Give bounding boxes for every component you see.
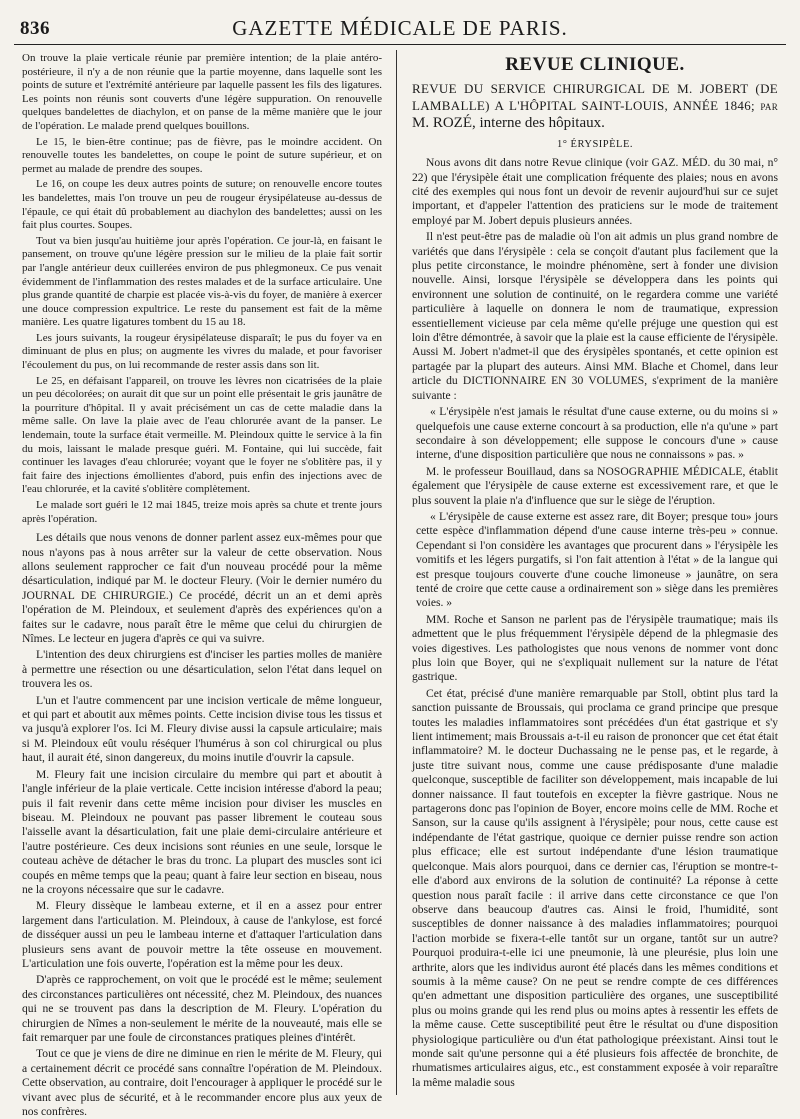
- paragraph: D'après ce rapprochement, on voit que le procédé est le même; seulement des circonstances particulières ont nécessité, chez M. Pleindoux, des nuances qui ne se trouvent pas dans la description de M. Fleury. L'opération du chirurgien de Nîmes a non-seulement le mérite de la nouveauté, mais elle se fait remarquer par une foule de circonstances pratiques pleines d'intérêt.: [22, 973, 382, 1044]
- paragraph: Le malade sort guéri le 12 mai 1845, treize mois après sa chute et trente jours après l'opération.: [22, 499, 382, 525]
- page-number: 836: [20, 18, 50, 39]
- article-author: M. ROZÉ, interne des hôpitaux.: [412, 114, 605, 131]
- paragraph: Les détails que nous venons de donner parlent assez eux-mêmes pour que nous n'ayons pas à nous arrêter sur la valeur de cette observation. Nous allons seulement rapprocher ce fait d'un nouveau procédé pour la même désarticulation, indiqué par M. le docteur Fleury. (Voir le dernier numéro du JOURNAL DE CHIRURGIE.) Ce procédé, décrit un an et demi après l'opération de M. Pleindoux, et seulement d'après des expériences qu'on a faites sur le cadavre, nous paraît être le même que celui du chirurgien de Nîmes. Le lecteur en jugera d'après ce qui va suivre.: [22, 531, 382, 646]
- article-heading: [412, 80, 778, 132]
- paragraph: L'intention des deux chirurgiens est d'inciser les parties molles de manière à permettre une résection ou une désarticulation, selon l'état dans lequel on trouvera les os.: [22, 648, 382, 691]
- article-heading-line: REVUE DU SERVICE CHIRURGICAL DE M. JOBERT (DE LAMBALLE) A L'HÔPITAL SAINT-LOUIS, ANNÉE 1846; par: [412, 80, 778, 113]
- quotation: « L'érysipèle n'est jamais le résultat d'une cause externe, ou du moins si » quelquefois une cause externe concourt à sa production, elle n'a qu'une » part secondaire à son développement; elle suppose le concours d'une » cause interne, d'une disposition particulière que nous ne connaissons » pas. »: [416, 405, 778, 462]
- subsection-title: 1° ÉRYSIPÈLE.: [556, 138, 634, 150]
- paragraph: M. Fleury dissèque le lambeau externe, et il en a assez pour entrer largement dans l'articulation. M. Pleindoux, à cause de l'ankylose, est forcé de disséquer aussi un peu le lambeau interne et d'attaquer l'articulation dans plusieurs sens avant de pouvoir mettre la tête osseuse en mouvement. L'articulation une fois ouverte, l'opération est la même pour les deux.: [22, 899, 382, 970]
- paragraph: Les jours suivants, la rougeur érysipélateuse disparaît; le pus du foyer va en diminuant de plus en plus; on augmente les vivres du malade, et pour favoriser l'écoulement du pus, on lui recommande de rester assis dans son lit.: [22, 331, 382, 372]
- journal-title: GAZETTE MÉDICALE DE PARIS.: [232, 16, 568, 40]
- column-divider: [396, 50, 397, 1095]
- left-column: [22, 52, 382, 1119]
- quotation: « L'érysipèle de cause externe est assez rare, dit Boyer; presque tou» jours cette espèce d'inflammation dépend d'une cause interne très-peu » connue. Cependant si l'on considère les avantages que procurent dans » l'érysipèle les vomitifs et les légers purgatifs, si l'on fait attention à l'état » de la langue qui est presque toujours couverte d'une couche limoneuse » jaunâtre, on sera tenté de croire que cette cause a ordinairement son » siège dans les premières voies. »: [416, 509, 778, 610]
- paragraph: MM. Roche et Sanson ne parlent pas de l'érysipèle traumatique; mais ils admettent que le plus fréquemment l'érysipèle dépend de la phlegmasie des voies digestives. Les pathologistes que nous venons de nommer vont donc plus loin que Boyer, qui ne s'expliquait nullement sur la nature de l'état gastrique.: [412, 612, 778, 684]
- paragraph: Tout va bien jusqu'au huitième jour après l'opération. Ce jour-là, en faisant le pansement, on trouve qu'une légère pression sur le milieu de la plaie fait sortir par l'angle antérieur deux cuillerées environ de pus phlegmoneux. Ce pus venait évidemment de l'inflammation des restes malades et de la surface articulaire. Une plus grande quantité de charpie est placée vis-à-vis du foyer, de manière à exercer une douce compression expultrice. Le reste du pansement est fait de la même manière. Les quatre ligatures tombent du 15 au 18.: [22, 234, 382, 329]
- paragraph: L'un et l'autre commencent par une incision verticale de même longueur, et qui part et aboutit aux mêmes points. Cette incision divise tous les tissus et va jusqu'à explorer l'os. Ici M. Fleury divise aussi la capsule articulaire; mais si M. Pleindoux eût voulu réséquer l'humérus à son col chirurgical ou plus haut, il aurait été, sinon dangereux, du moins inutile d'ouvrir la capsule.: [22, 693, 382, 765]
- paragraph: Cet état, précisé d'une manière remarquable par Stoll, obtint plus tard la sanction puissante de Broussais, qui proclama ce grand principe que presque toutes les maladies inflammatoires sont précédées d'un état gastrique et s'y lient intimement; mais Broussais a-t-il eu raison de prononcer que cet état était inflammatoire? M. le docteur Duchassaing ne le pense pas, et le regarde, à juste titre suivant nous, comme une cause prédisposante d'une maladie quelconque, susceptible de faciliter son développement, mais incapable de lui donner naissance. Il faut toutefois en excepter la fièvre gastrique. Nous ne partagerons donc pas l'opinion de Boyer, encore moins celle de MM. Roche et Sanson, sur la cause qu'ils assignent à l'érysipèle; pour nous, cette cause est indépendante de l'état gastrique, quoique ce dernier puisse rendre son action plus efficace; elle est surtout indépendante d'une lésion traumatique quelconque. Mais alors pourquoi, dans ce dernier cas, l'éruption se montre-t-elle d'abord aux environs de la solution de continuité? La réponse à cette question nous paraît facile : il arrive dans cette circonstance ce que l'on observe dans beaucoup d'autres cas. Ainsi le froid, l'humidité, sont susceptibles de donner naissance à des maladies inflammatoires; pourquoi l'action morbide se fixera-t-elle tantôt sur un organe, tantôt sur un autre? Pourquoi produira-t-elle ici une pneumonie, là une pleurésie, plus loin une arthrite, alors que les individus auront été placés dans les mêmes conditions et soumis à la même cause? On ne peut se rendre compte de ces différences qu'en admettant une disposition particulière des organes, une susceptibilité plus ou moins grande qui les rend plus ou moins aptes à ressentir les effets de la même cause. Cette susceptibilité peut être le résultat ou d'une disposition physiologique particulière ou d'un état pathologique préexistant. Ainsi tout le monde sait qu'une personne qui a été plusieurs fois affectée de bronchite, de rhumatismes articulaires aigus, etc., est constamment exposée à voir reparaître la même maladie sous: [412, 686, 778, 1089]
- paragraph: Le 25, en défaisant l'appareil, on trouve les lèvres non cicatrisées de la plaie un peu décolorées; on aurait dit que sur un point elle présentait le gris jaunâtre de la pourriture d'hôpital. Il y avait précisément un cas de cette maladie dans la même salle. On lave la plaie avec de l'eau chlorurée avant de la panser. Le lendemain, toute la surface était vermeille. M. Pleindoux quitte le service à la fin du mois, laissant le malade presque guéri. M. Fontaine, qui lui succède, fait continuer les lavages d'eau chlorurée; voyant que le foyer ne s'oblitère pas, il y fait faire des injections émollientes d'abord, puis enfin des injections avec de l'eau chlorurée, et la cavité s'oblitère complètement.: [22, 374, 382, 496]
- paragraph: Tout ce que je viens de dire ne diminue en rien le mérite de M. Fleury, qui a certainement décrit ce procédé sans connaître l'opération de M. Pleindoux. Cette observation, au contraire, doit l'encourager à appliquer le procédé sur le vivant avec plus de sécurité, et à le recommander encore plus aux yeux de nos confrères.: [22, 1047, 382, 1119]
- paragraph: Le 15, le bien-être continue; pas de fièvre, pas le moindre accident. On renouvelle toutes les bandelettes, on coupe le point de suture supérieur, et on permet au malade de prendre des soupes.: [22, 135, 382, 175]
- paragraph: Nous avons dit dans notre Revue clinique (voir GAZ. MÉD. du 30 mai, n° 22) que l'érysipèle était une complication fréquente des plaies; nous en avons cité des exemples qui nous font un devoir de revenir aujourd'hui sur ce sujet important, et d'appeler l'attention des praticiens sur le mode de traitement employé par M. Jobert depuis plusieurs années.: [412, 156, 778, 227]
- paragraph: On trouve la plaie verticale réunie par première intention; de la plaie antéro-postérieure, il n'y a de non réunie que la partie moyenne, dans laquelle sont les points de suture et l'extrémité antérieure par laquelle passent les fils des ligatures. Les points non réunis sont couverts d'une légère suppuration. On renouvelle quelques bandelettes de diachylon, et on panse de la même manière que le jour de l'opération. Le malade prend quelques bouillons.: [22, 52, 382, 132]
- paragraph: Il n'est peut-être pas de maladie où l'on ait admis un plus grand nombre de variétés que dans l'érysipèle : cela se conçoit d'autant plus facilement que la plus petite circonstance, le moindre phénomène, sert à fonder une division nouvelle. Ainsi, lorsque l'érysipèle se développera dans les points qui environnent une solution de continuité, on le regardera comme une variété particulière à laquelle on donnera le nom de traumatique, expression essentiellement vicieuse par cela même qu'elle préjuge une question qui est loin d'être démontrée, à savoir que la plaie est la cause efficiente de l'érysipèle. Aussi M. Jobert n'admet-il que des érysipèles spontanés, et cette opinion est partagée par la plupart des auteurs. Ainsi MM. Blache et Chomel, dans leur article du DICTIONNAIRE EN 30 VOLUMES, s'expriment de la manière suivante :: [412, 230, 778, 402]
- paragraph: M. Fleury fait une incision circulaire du membre qui part et aboutit à l'angle inférieur de la plaie verticale. Cette incision intéresse d'abord la peau; puis il fait revenir dans cette même incision pour diviser les muscles en biseau. M. Pleindoux ne pouvant pas passer librement le couteau sous l'aisselle avant la désarticulation, fait une plaie demi-circulaire antérieure et l'autre postérieure. Ces deux incisions sont réunies en une seule, lorsque le couteau achève de détacher le bras du tronc. La plupart des muscles sont ici coupés en même temps que la peau; quant à faire leur section en biseau, nous ne la croyons nécessaire que sur le cadavre.: [22, 767, 382, 896]
- right-column: [412, 52, 778, 1092]
- running-header: [14, 14, 786, 45]
- paragraph: Le 16, on coupe les deux autres points de suture; on renouvelle encore toutes les bandelettes, mais l'on trouve un peu de rougeur érysipélateuse au-dessus de l'épaule, ce qui était dû probablement au diachylon des bandelettes; aussi on les fait plus courtes. Soupes.: [22, 178, 382, 232]
- paragraph: M. le professeur Bouillaud, dans sa NOSOGRAPHIE MÉDICALE, établit également que l'érysipèle de cause externe est excessivement rare, et que le plus souvent la plaie n'a d'influence que sur le siège de l'éruption.: [412, 464, 778, 507]
- section-title: REVUE CLINIQUE.: [505, 54, 685, 75]
